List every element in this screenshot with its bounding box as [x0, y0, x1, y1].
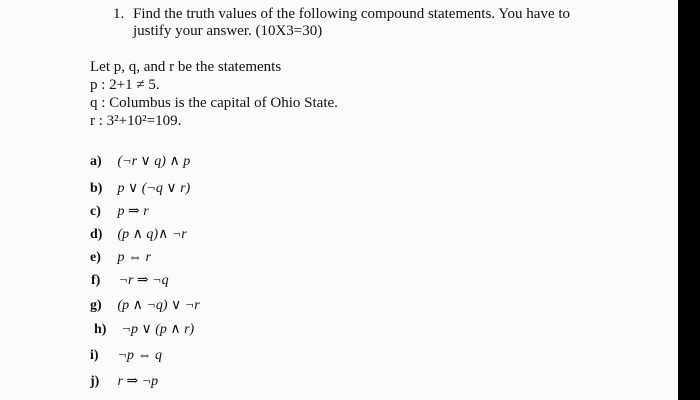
item-expression: ¬p ∨ (p ∧ r): [121, 322, 195, 337]
item-label: j): [90, 374, 100, 389]
list-item: [91, 272, 169, 289]
list-item: [90, 153, 190, 170]
item-expression: p ∨ (¬q ∨ r): [117, 181, 191, 196]
item-label: g): [90, 298, 102, 313]
item-expression: ¬r ⇒ ¬q: [118, 273, 169, 288]
list-item: [90, 373, 158, 390]
list-item: [94, 321, 194, 338]
item-label: b): [90, 181, 103, 196]
item-expression: p ⇔ r: [117, 250, 151, 265]
item-label: f): [91, 273, 101, 288]
item-expression: (¬r ∨ q) ∧ p: [117, 154, 191, 169]
item-label: h): [94, 322, 107, 337]
item-expression: (p ∧ q)∧ ¬r: [117, 227, 187, 242]
list-item: [90, 180, 190, 197]
item-label: a): [90, 154, 102, 169]
item-label: i): [90, 348, 99, 363]
item-label: c): [90, 204, 101, 219]
item-label: e): [90, 250, 101, 265]
list-item: [90, 347, 162, 364]
list-item: [90, 203, 149, 220]
item-label: d): [90, 227, 103, 242]
statement-r: r : 3²+10²=109.: [90, 113, 182, 129]
list-item: [90, 249, 151, 266]
question-number: 1.: [113, 6, 125, 22]
question-text-line-1: Find the truth values of the following compound statements. You have to: [133, 6, 571, 22]
statement-p: p : 2+1 ≠ 5.: [90, 77, 160, 93]
dark-border: [678, 0, 700, 400]
question-text-line-2: justify your answer. (10X3=30): [133, 23, 323, 39]
statements-intro: Let p, q, and r be the statements: [90, 59, 282, 75]
item-expression: ¬p ⇔ q: [117, 348, 162, 363]
item-expression: r ⇒ ¬p: [117, 374, 159, 389]
list-item: [90, 297, 200, 314]
item-expression: p ⇒ r: [117, 204, 149, 219]
list-item: [90, 226, 187, 243]
item-expression: (p ∧ ¬q) ∨ ¬r: [117, 298, 200, 313]
statement-q: q : Columbus is the capital of Ohio State.: [90, 95, 338, 111]
